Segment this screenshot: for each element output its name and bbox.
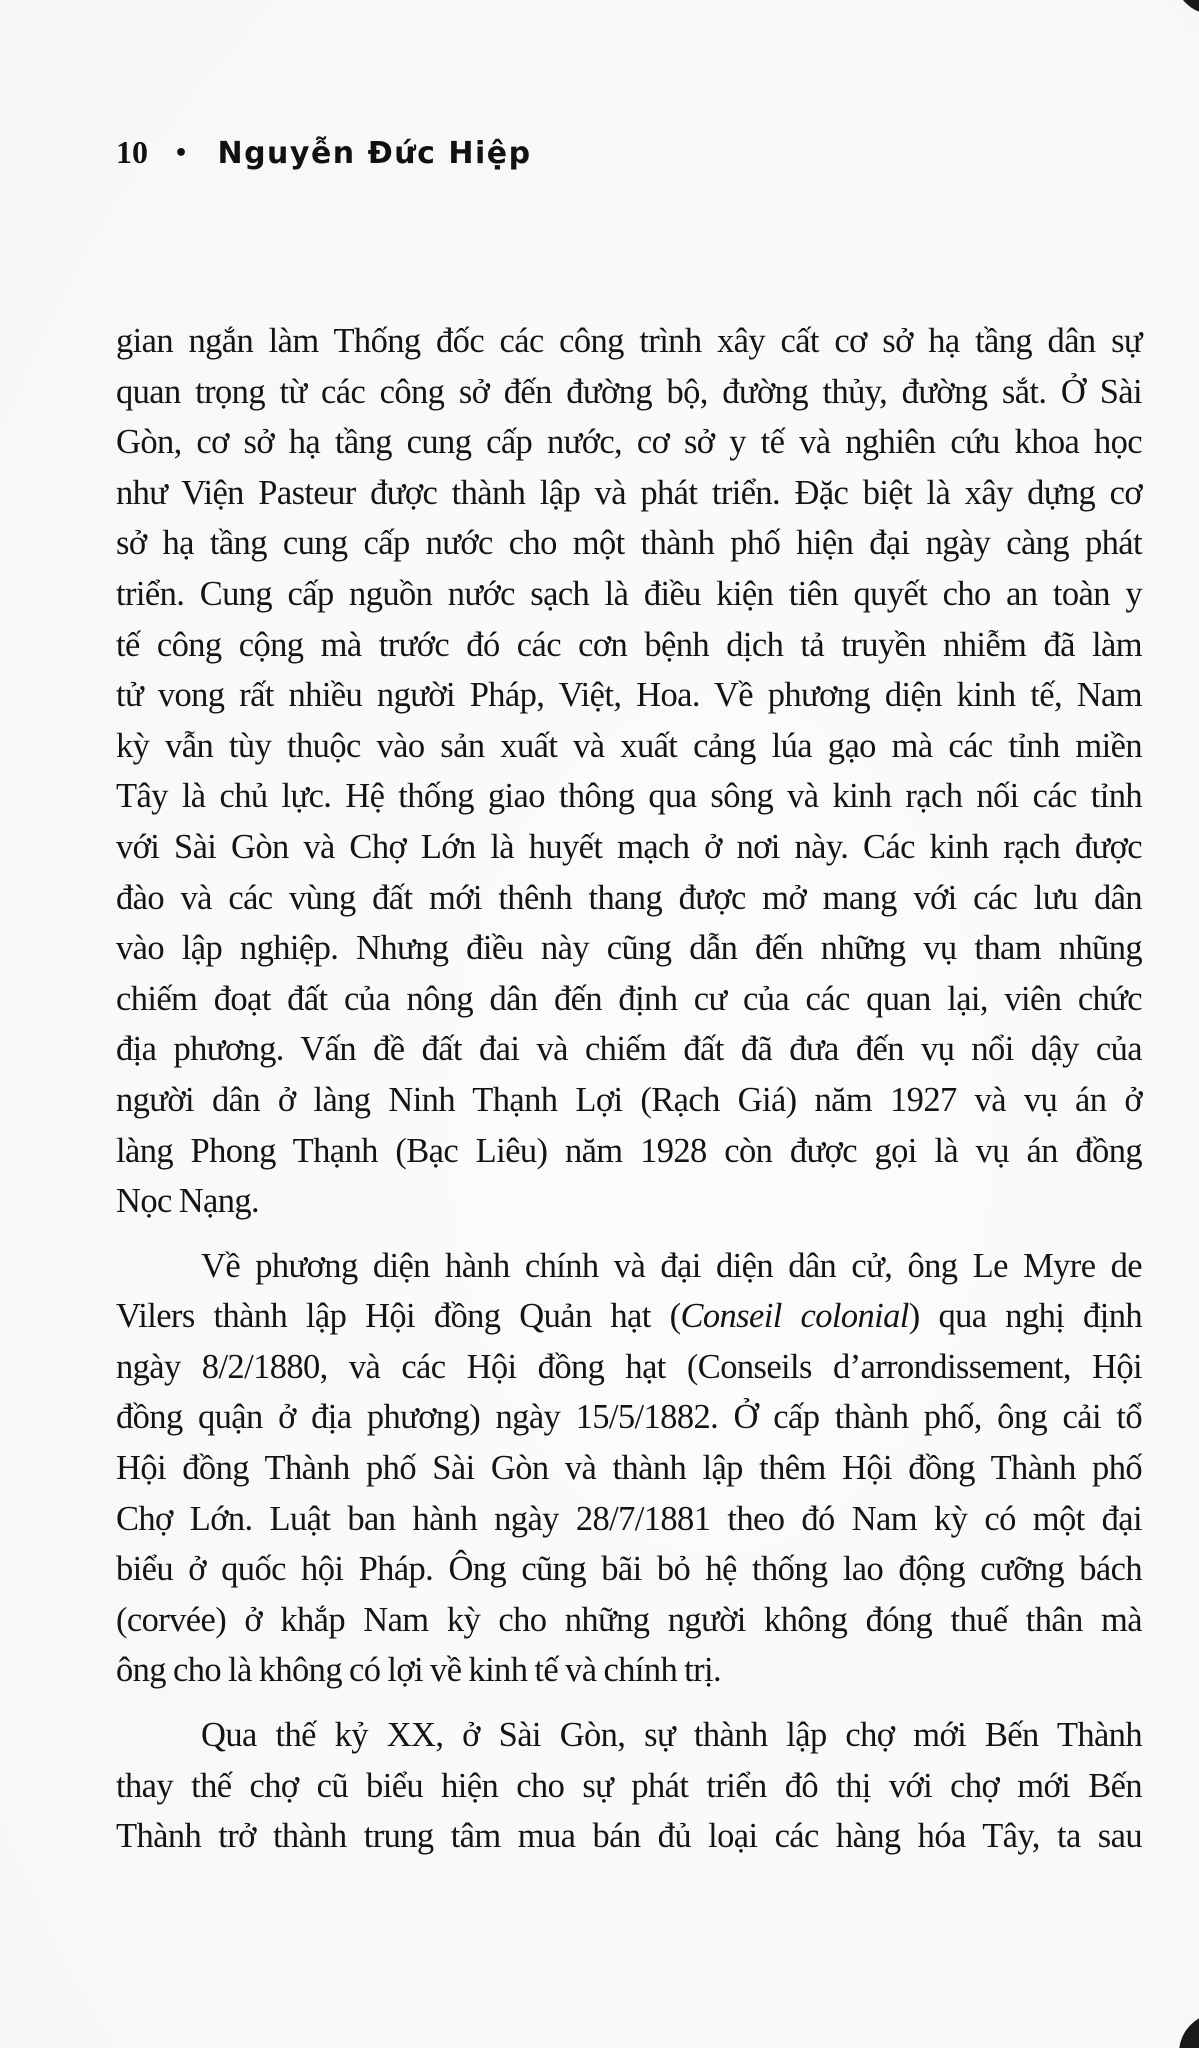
text-line: ông cho là không có lợi về kinh tế và chính trị. <box>116 1651 722 1690</box>
paragraph-2 <box>116 1241 1142 1696</box>
page-number: 10 <box>116 134 148 170</box>
running-header <box>116 134 532 171</box>
text-line: đào và các vùng đất mới thênh thang được mở mang với các lưu dân <box>116 878 1142 917</box>
text-line: Thành trở thành trung tâm mua bán đủ loại các hàng hóa Tây, ta sau <box>116 1817 1142 1856</box>
text-line-with-italic <box>116 1291 1142 1342</box>
text-line: kỳ vẫn tùy thuộc vào sản xuất và xuất cảng lúa gạo mà các tỉnh miền <box>116 726 1142 765</box>
text-segment: Vilers thành lập Hội đồng Quản hạt ( <box>116 1297 681 1336</box>
text-line: sở hạ tầng cung cấp nước cho một thành phố hiện đại ngày càng phát <box>116 524 1142 563</box>
text-line: Tây là chủ lực. Hệ thống giao thông qua sông và kinh rạch nối các tỉnh <box>116 777 1142 816</box>
body-text <box>116 316 1142 1862</box>
text-line: (corvée) ở khắp Nam kỳ cho những người không đóng thuế thân mà <box>116 1600 1142 1639</box>
text-line: địa phương. Vấn đề đất đai và chiếm đất đã đưa đến vụ nổi dậy của <box>116 1030 1142 1069</box>
text-line: đồng quận ở địa phương) ngày 15/5/1882. Ở cấp thành phố, ông cải tổ <box>116 1398 1142 1437</box>
text-segment: ) qua nghị định <box>908 1297 1142 1336</box>
text-line: làng Phong Thạnh (Bạc Liêu) năm 1928 còn được gọi là vụ án đồng <box>116 1131 1142 1170</box>
text-line: thay thế chợ cũ biểu hiện cho sự phát triển đô thị với chợ mới Bến <box>116 1766 1142 1805</box>
text-line: Qua thế kỷ XX, ở Sài Gòn, sự thành lập chợ mới Bến Thành <box>201 1716 1142 1755</box>
text-line: người dân ở làng Ninh Thạnh Lợi (Rạch Giá) năm 1927 và vụ án ở <box>116 1080 1142 1119</box>
paragraph-3 <box>116 1710 1142 1862</box>
header-separator: • <box>173 141 190 166</box>
author-name: Nguyễn Đức Hiệp <box>217 136 532 171</box>
text-line: Gòn, cơ sở hạ tầng cung cấp nước, cơ sở y tế và nghiên cứu khoa học <box>116 423 1142 462</box>
text-line: Về phương diện hành chính và đại diện dân cử, ông Le Myre de <box>201 1246 1142 1285</box>
paragraph-1 <box>116 316 1142 1227</box>
text-line: quan trọng từ các công sở đến đường bộ, đường thủy, đường sắt. Ở Sài <box>116 372 1142 411</box>
text-line: biểu ở quốc hội Pháp. Ông cũng bãi bỏ hệ thống lao động cưỡng bách <box>116 1550 1142 1589</box>
italic-term: Conseil colonial <box>680 1297 909 1336</box>
text-line: vào lập nghiệp. Nhưng điều này cũng dẫn đến những vụ tham nhũng <box>116 929 1142 968</box>
text-line: Chợ Lớn. Luật ban hành ngày 28/7/1881 theo đó Nam kỳ có một đại <box>116 1499 1142 1538</box>
text-line: chiếm đoạt đất của nông dân đến định cư của các quan lại, viên chức <box>116 979 1142 1018</box>
text-line: triển. Cung cấp nguồn nước sạch là điều kiện tiên quyết cho an toàn y <box>116 574 1142 613</box>
page-corner-shadow-top <box>1165 0 1199 18</box>
text-line: như Viện Pasteur được thành lập và phát triển. Đặc biệt là xây dựng cơ <box>116 473 1142 512</box>
text-line: với Sài Gòn và Chợ Lớn là huyết mạch ở nơi này. Các kinh rạch được <box>116 827 1142 866</box>
text-line: Nọc Nạng. <box>116 1182 260 1221</box>
text-line: ngày 8/2/1880, và các Hội đồng hạt (Conseils d’arrondissement, Hội <box>116 1347 1142 1386</box>
text-line: gian ngắn làm Thống đốc các công trình xây cất cơ sở hạ tầng dân sự <box>116 322 1142 360</box>
text-line: Hội đồng Thành phố Sài Gòn và thành lập thêm Hội đồng Thành phố <box>116 1449 1142 1488</box>
text-line: tử vong rất nhiều người Pháp, Việt, Hoa. Về phương diện kinh tế, Nam <box>116 676 1142 715</box>
page-corner-shadow-bottom <box>1179 2013 1199 2048</box>
text-line: tế công cộng mà trước đó các cơn bệnh dịch tả truyền nhiễm đã làm <box>116 625 1142 664</box>
